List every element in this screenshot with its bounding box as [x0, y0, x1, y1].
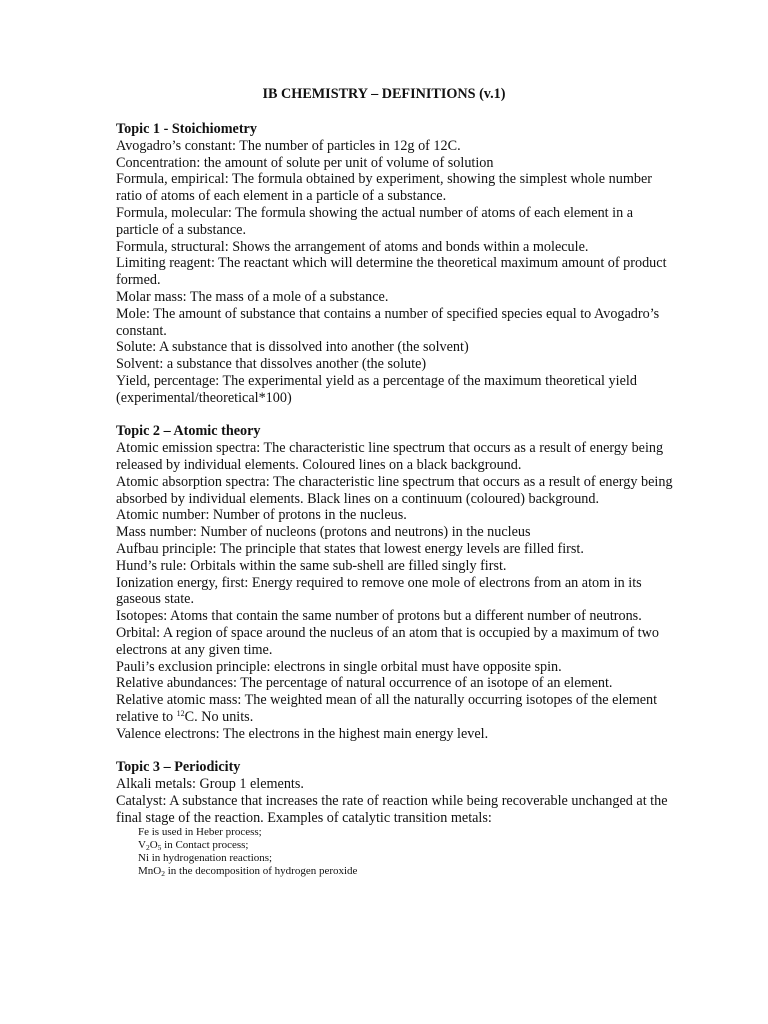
definition-solvent: Solvent: a substance that dissolves another (the solute): [116, 356, 427, 373]
definition-pauli-exclusion-principle: Pauli’s exclusion principle: electrons in single orbital must have opposite spin.: [116, 658, 562, 675]
catalyst-examples-list: [116, 826, 676, 878]
document-title: IB CHEMISTRY – DEFINITIONS (v.1): [262, 86, 506, 102]
topic-3-heading: Topic 3 – Periodicity: [116, 759, 241, 776]
definition-atomic-number: Atomic number: Number of protons in the nucleus.: [116, 507, 407, 524]
topic-2-section: [116, 423, 676, 742]
definition-mass-number: Mass number: Number of nucleons (protons and neutrons) in the nucleus: [116, 524, 531, 541]
definition-molar-mass: Molar mass: The mass of a mole of a substance.: [116, 288, 389, 305]
definition-mole: Mole: The amount of substance that contains a number of specified species equal to Avogadro’s constant.: [116, 305, 660, 339]
definition-relative-abundances: Relative abundances: The percentage of natural occurrence of an isotope of an element.: [116, 675, 613, 692]
v2o5-o: O: [149, 839, 158, 852]
definition-avogadro-constant: Avogadro’s constant: The number of particles in 12g of 12C.: [116, 137, 461, 154]
definition-first-ionization-energy: Ionization energy, first: Energy required to remove one mole of electrons from an atom in its gaseous state.: [116, 574, 642, 608]
v2o5-rest: in Contact process;: [161, 839, 249, 852]
definition-relative-atomic-mass: [116, 692, 676, 726]
ram-text-part-1: Relative atomic mass: The weighted mean of all the naturally occurring isotopes of the element relative to: [116, 692, 658, 725]
definition-valence-electrons: Valence electrons: The electrons in the highest main energy level.: [116, 725, 489, 742]
definition-orbital: Orbital: A region of space around the nucleus of an atom that is occupied by a maximum of two electrons at any given time.: [116, 624, 659, 658]
catalyst-example-ni: Ni in hydrogenation reactions;: [138, 852, 273, 865]
v2o5-subscript-2: 5: [157, 843, 162, 853]
definition-concentration: Concentration: the amount of solute per unit of volume of solution: [116, 154, 494, 171]
mno2-formula: MnO: [138, 865, 162, 878]
topic-1-section: [116, 121, 676, 407]
mno2-subscript: 2: [161, 869, 165, 879]
ram-text-part-2: C. No units.: [184, 708, 254, 725]
catalyst-example-fe: Fe is used in Heber process;: [138, 826, 262, 839]
definition-hunds-rule: Hund’s rule: Orbitals within the same sub-shell are filled singly first.: [116, 557, 507, 574]
definition-atomic-absorption-spectra: Atomic absorption spectra: The characteristic line spectrum that occurs as a result of energy being absorbed by individual elements. Black lines on a continuum (coloured) background.: [116, 473, 673, 507]
topic-2-heading: Topic 2 – Atomic theory: [116, 423, 261, 440]
document-body: [116, 121, 676, 895]
definition-percentage-yield: Yield, percentage: The experimental yield as a percentage of the maximum theoretical yield (experimental/theoretical*100): [116, 372, 637, 406]
definition-formula-structural: Formula, structural: Shows the arrangement of atoms and bonds within a molecule.: [116, 238, 589, 255]
catalyst-example-v2o5: [138, 839, 676, 852]
definition-atomic-emission-spectra: Atomic emission spectra: The characteristic line spectrum that occurs as a result of energy being released by individual elements. Coloured lines on a black background.: [116, 440, 664, 473]
v2o5-subscript-1: 2: [145, 843, 150, 853]
definition-catalyst: Catalyst: A substance that increases the rate of reaction while being recoverable unchanged at the final stage of the reaction. Examples of catalytic transition metals:: [116, 792, 668, 826]
topic-1-heading: Topic 1 - Stoichiometry: [116, 121, 257, 137]
ram-superscript: 12: [176, 708, 185, 718]
catalyst-example-mno2: [138, 865, 676, 878]
definition-aufbau-principle: Aufbau principle: The principle that states that lowest energy levels are filled first.: [116, 540, 584, 557]
definition-limiting-reagent: Limiting reagent: The reactant which will determine the theoretical maximum amount of product formed.: [116, 255, 667, 289]
definition-formula-molecular: Formula, molecular: The formula showing the actual number of atoms of each element in a particle of a substance.: [116, 204, 634, 238]
v2o5-v: V: [138, 839, 146, 852]
topic-3-section: [116, 759, 676, 878]
definition-formula-empirical: Formula, empirical: The formula obtained by experiment, showing the simplest whole number ratio of atoms of each element in a particle of a substance.: [116, 171, 652, 205]
definition-alkali-metals: Alkali metals: Group 1 elements.: [116, 776, 304, 793]
definition-solute: Solute: A substance that is dissolved into another (the solvent): [116, 339, 469, 356]
mno2-rest: in the decomposition of hydrogen peroxide: [164, 865, 358, 878]
definition-isotopes: Isotopes: Atoms that contain the same number of protons but a different number of neutrons.: [116, 608, 642, 625]
